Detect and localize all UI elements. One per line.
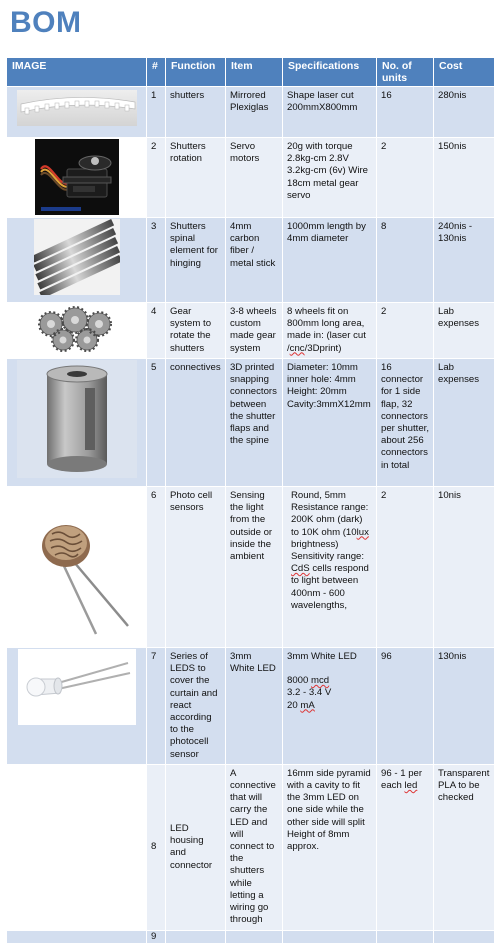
cost-cell: 240nis - 130nis: [434, 218, 495, 303]
image-cell: [7, 87, 147, 138]
item-cell: Mirrored Plexiglas: [226, 87, 283, 138]
header-number: #: [147, 58, 166, 87]
header-specifications: Specifications: [283, 58, 377, 87]
header-units: No. of units: [377, 58, 434, 87]
image-cell: [7, 764, 147, 930]
units-cell: 16: [377, 87, 434, 138]
row-number: 2: [147, 138, 166, 218]
image-cell: [7, 359, 147, 487]
units-cell: 96: [377, 648, 434, 765]
page-title: BOM: [10, 6, 82, 39]
function-cell: connectives: [166, 359, 226, 487]
row-number: 8: [147, 764, 166, 930]
specifications-cell: Shape laser cut 200mmX800mm: [283, 87, 377, 138]
image-cell: [7, 138, 147, 218]
cost-cell: 150nis: [434, 138, 495, 218]
function-cell: Shutters spinal element for hinging: [166, 218, 226, 303]
specifications-cell: 16mm side pyramid with a cavity to fit the 3mm LED on one side while the other side will split Height of 8mm approx.: [283, 764, 377, 930]
units-cell: 16 connector for 1 side flap, 32 connectors per shutter, about 256 connectors in total: [377, 359, 434, 487]
image-cell: [7, 218, 147, 303]
item-cell: Servo motors: [226, 138, 283, 218]
header-image: IMAGE: [7, 58, 147, 87]
units-cell: [377, 930, 434, 943]
shutter-strip-image: [11, 88, 143, 128]
item-cell: 4mm carbon fiber / metal stick: [226, 218, 283, 303]
table-header-row: [7, 58, 495, 87]
function-cell: Shutters rotation: [166, 138, 226, 218]
function-cell: Series of LEDS to cover the curtain and react according to the photocell sensor: [166, 648, 226, 765]
function-cell: shutters: [166, 87, 226, 138]
specifications-cell: 1000mm length by 4mm diameter: [283, 218, 377, 303]
table-row: [7, 930, 495, 943]
row-number: 9: [147, 930, 166, 943]
item-cell: A connective that will carry the LED and will connect to the shutters while letting a wiring go through: [226, 764, 283, 930]
table-row: [7, 487, 495, 648]
cost-cell: 130nis: [434, 648, 495, 765]
item-cell: 3D printed snapping connectors between the shutter flaps and the spine: [226, 359, 283, 487]
gear-system-image: [35, 304, 119, 354]
table-row: [7, 764, 495, 930]
specifications-cell: 8 wheels fit on 800mm long area, made in: (laser cut /cnc/3Dprint): [283, 303, 377, 359]
servo-motor-image: [35, 139, 119, 215]
header-item: Item: [226, 58, 283, 87]
specifications-cell: 20g with torque 2.8kg-cm 2.8V 3.2kg-cm (6v) Wire 18cm metal gear servo: [283, 138, 377, 218]
row-number: 4: [147, 303, 166, 359]
cost-cell: Transparent PLA to be checked: [434, 764, 495, 930]
row-number: 5: [147, 359, 166, 487]
table-row: [7, 138, 495, 218]
specifications-cell: Round, 5mm Resistance range: 200K ohm (dark) to 10K ohm (10lux brightness) Sensitivity range: CdS cells respond to light between 400nm - 600 wavelengths,: [283, 487, 377, 648]
table-row: [7, 303, 495, 359]
white-led-image: [18, 649, 136, 725]
cylindrical-connector-image: [17, 360, 137, 478]
table-row: [7, 648, 495, 765]
image-cell: [7, 648, 147, 765]
units-cell: 2: [377, 303, 434, 359]
item-cell: Sensing the light from the outside or inside the ambient: [226, 487, 283, 648]
cost-cell: 280nis: [434, 87, 495, 138]
bom-table: [6, 57, 495, 944]
table-row: [7, 359, 495, 487]
units-cell: 2: [377, 487, 434, 648]
specifications-cell: Diameter: 10mm inner hole: 4mm Height: 20mm Cavity:3mmX12mm: [283, 359, 377, 487]
item-cell: 3mm White LED: [226, 648, 283, 765]
photocell-sensor-image: [12, 488, 142, 643]
units-cell: 8: [377, 218, 434, 303]
units-cell: 2: [377, 138, 434, 218]
item-cell: [226, 930, 283, 943]
cost-cell: 10nis: [434, 487, 495, 648]
cost-cell: Lab expenses: [434, 359, 495, 487]
specifications-cell: [283, 930, 377, 943]
specifications-cell: 3mm White LED 8000 mcd 3.2 - 3.4 V 20 mA: [283, 648, 377, 765]
cost-cell: [434, 930, 495, 943]
function-cell: Gear system to rotate the shutters: [166, 303, 226, 359]
cost-cell: Lab expenses: [434, 303, 495, 359]
function-cell: LED housing and connector: [166, 764, 226, 930]
units-cell: 96 - 1 per each led: [377, 764, 434, 930]
item-cell: 3-8 wheels custom made gear system: [226, 303, 283, 359]
image-cell: [7, 487, 147, 648]
row-number: 3: [147, 218, 166, 303]
header-cost: Cost: [434, 58, 495, 87]
table-row: [7, 87, 495, 138]
image-cell: [7, 930, 147, 943]
function-cell: [166, 930, 226, 943]
row-number: 6: [147, 487, 166, 648]
image-cell: [7, 303, 147, 359]
metal-rods-image: [34, 219, 120, 295]
row-number: 7: [147, 648, 166, 765]
row-number: 1: [147, 87, 166, 138]
function-cell: Photo cell sensors: [166, 487, 226, 648]
table-row: [7, 218, 495, 303]
header-function: Function: [166, 58, 226, 87]
